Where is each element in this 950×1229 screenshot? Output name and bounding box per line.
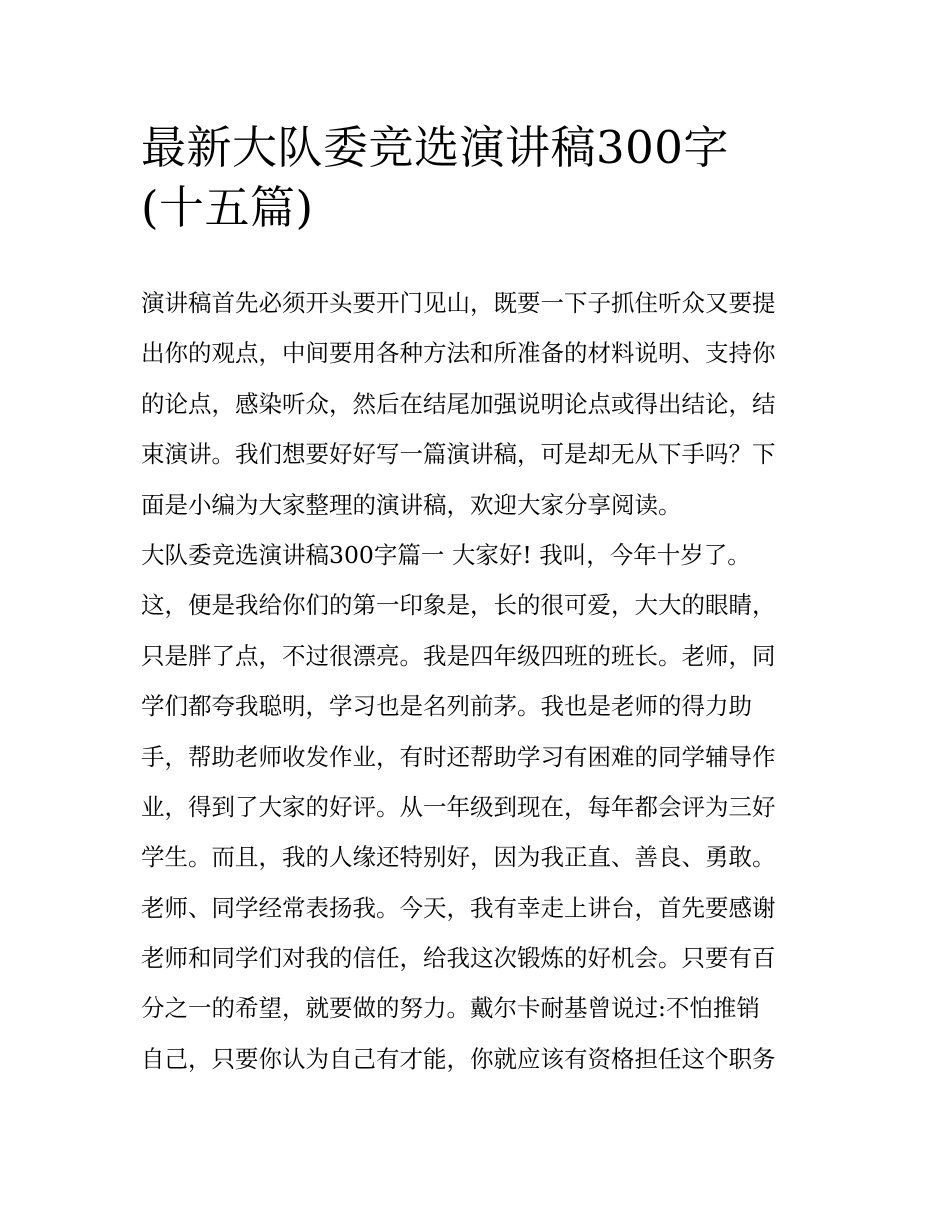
document-body (141, 278, 821, 1084)
title-line: 最新大队委竞选演讲稿300字 (141, 121, 729, 174)
document-title (141, 118, 821, 238)
body-line: 学们都夸我聪明，学习也是名列前茅。我也是老师的得力助 (141, 692, 752, 721)
body-line: 大队委竞选演讲稿300字篇一 大家好! 我叫，今年十岁了。 (141, 540, 751, 569)
body-line: 学生。而且，我的人缘还特别好，因为我正直、善良、勇敢。 (141, 843, 776, 872)
body-line: 分之一的希望，就要做的努力。戴尔卡耐基曾说过:不怕推销 (141, 994, 760, 1023)
body-line: 演讲稿首先必须开头要开门见山，既要一下子抓住听众又要提 (141, 289, 776, 317)
title-line: (十五篇) (141, 181, 314, 234)
body-line: 出你的观点，中间要用各种方法和所准备的材料说明、支持你 (141, 339, 776, 368)
body-line: 业，得到了大家的好评。从一年级到现在，每年都会评为三好 (141, 792, 776, 821)
body-line: 老师、同学经常表扬我。今天，我有幸走上讲台，首先要感谢 (141, 893, 776, 922)
body-line: 这，便是我给你们的第一印象是，长的很可爱，大大的眼睛， (141, 591, 776, 620)
body-line: 老师和同学们对我的信任，给我这次锻炼的好机会。只要有百 (141, 944, 776, 973)
body-line: 手，帮助老师收发作业，有时还帮助学习有困难的同学辅导作 (141, 742, 776, 771)
body-line: 面是小编为大家整理的演讲稿，欢迎大家分享阅读。 (141, 490, 682, 519)
body-line: 只是胖了点，不过很漂亮。我是四年级四班的班长。老师，同 (141, 641, 776, 670)
body-line: 的论点，感染听众，然后在结尾加强说明论点或得出结论，结 (141, 389, 776, 418)
body-line: 束演讲。我们想要好好写一篇演讲稿，可是却无从下手吗？下 (141, 440, 776, 469)
body-line: 自己，只要你认为自己有才能，你就应该有资格担任这个职务 (141, 1044, 776, 1073)
